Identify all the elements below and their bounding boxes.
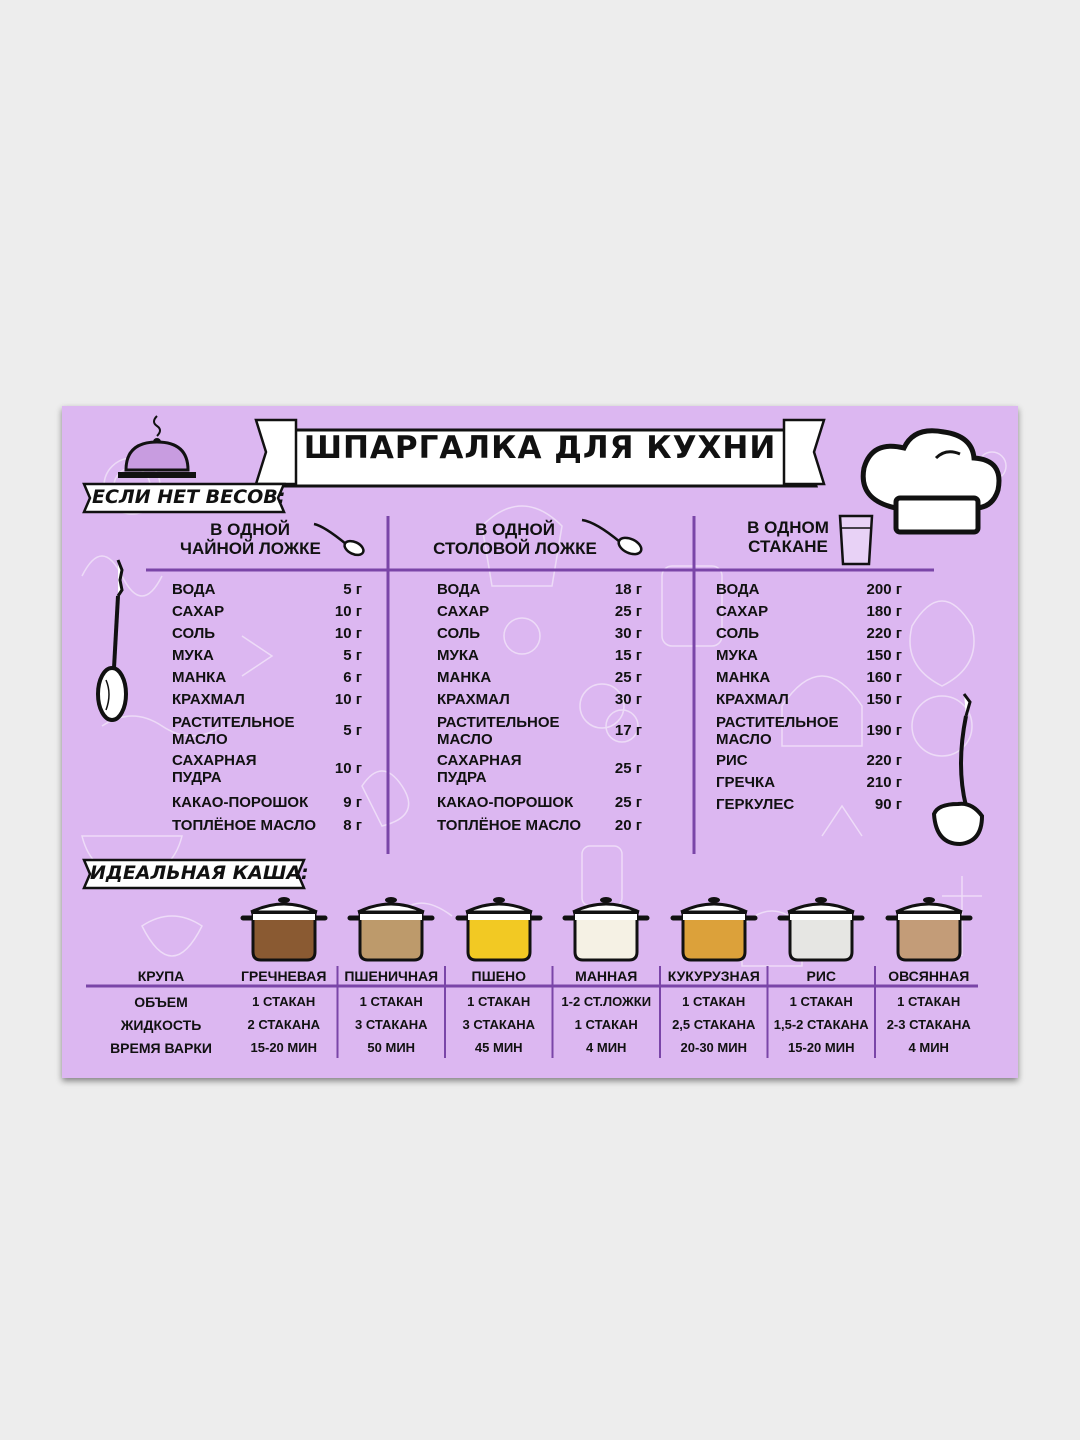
item-name-line: ПУДРА — [437, 769, 487, 786]
item-name-line: РАСТИТЕЛЬНОЕ — [716, 714, 839, 731]
porridge-heading: ИДЕАЛЬНАЯ КАША: — [90, 862, 309, 884]
porridge-time-cell: 50 МИН — [367, 1040, 416, 1055]
item-name-line: КРАХМАЛ — [172, 691, 245, 708]
item-name-line: ПУДРА — [172, 769, 222, 786]
porridge-liquid-cell: 2,5 СТАКАНА — [672, 1017, 756, 1032]
porridge-volume-cell: 1 СТАКАН — [682, 994, 746, 1009]
item-value: 18 г — [614, 581, 642, 598]
item-value: 20 г — [614, 817, 642, 834]
header-line: В ОДНОЙ — [475, 520, 555, 539]
item-value: 10 г — [334, 691, 362, 708]
item-value: 200 г — [866, 581, 902, 598]
pot-icon — [346, 894, 436, 964]
porridge-volume-cell: 1 СТАКАН — [252, 994, 316, 1009]
pot-icon — [239, 894, 329, 964]
porridge-name-cell: РИС — [806, 968, 836, 984]
header-line: В ОДНОЙ — [210, 520, 290, 539]
item-name-line: САХАР — [437, 603, 490, 620]
item-name-line: МАНКА — [172, 669, 227, 686]
header-line: СТАКАНЕ — [748, 537, 828, 556]
item-name-line: РАСТИТЕЛЬНОЕ — [172, 714, 295, 731]
item-value: 25 г — [614, 669, 642, 686]
item-value: 30 г — [614, 625, 642, 642]
header-line: СТОЛОВОЙ ЛОЖКЕ — [433, 539, 597, 558]
porridge-liquid-cell: 1,5-2 СТАКАНА — [773, 1017, 869, 1032]
item-value: 5 г — [343, 581, 362, 598]
porridge-liquid-cell: 3 СТАКАНА — [354, 1017, 428, 1032]
item-value: 10 г — [334, 603, 362, 620]
porridge-name-cell: ГРЕЧНЕВАЯ — [241, 968, 327, 984]
item-name-line: КРАХМАЛ — [716, 691, 789, 708]
porridge-name-cell: ОВСЯННАЯ — [888, 968, 970, 984]
porridge-time-cell: 15-20 МИН — [788, 1040, 855, 1055]
header-line: ЧАЙНОЙ ЛОЖКЕ — [180, 539, 321, 558]
porridge-volume-cell: 1 СТАКАН — [359, 994, 423, 1009]
item-name-line: СОЛЬ — [437, 625, 481, 642]
porridge-liquid-cell: 2 СТАКАНА — [247, 1017, 320, 1032]
porridge-time-cell: 20-30 МИН — [680, 1040, 747, 1055]
item-name-line: ВОДА — [716, 581, 760, 598]
item-name-line: МАНКА — [716, 669, 771, 686]
item-name-line: МУКА — [437, 647, 479, 664]
item-name-line: ВОДА — [437, 581, 481, 598]
porridge-liquid-cell: 2-3 СТАКАНА — [886, 1017, 971, 1032]
porridge-time-cell: 4 МИН — [908, 1040, 949, 1055]
porridge-volume-cell: 1 СТАКАН — [789, 994, 853, 1009]
pot-icon — [884, 894, 974, 964]
item-name-line: САХАР — [172, 603, 225, 620]
item-name-line: ВОДА — [172, 581, 216, 598]
porridge-liquid-cell: 1 СТАКАН — [574, 1017, 638, 1032]
item-value: 17 г — [614, 722, 642, 739]
porridge-name-cell: ПШЕНО — [471, 968, 526, 984]
pot-icon — [454, 894, 544, 964]
item-name-line: КАКАО-ПОРОШОК — [437, 794, 574, 811]
cheat-sheet-poster — [62, 406, 1018, 1078]
item-name-line: МАСЛО — [172, 731, 228, 748]
item-value: 90 г — [874, 796, 902, 813]
porridge-volume-cell: 1 СТАКАН — [897, 994, 961, 1009]
porridge-liquid-cell: 3 СТАКАНА — [462, 1017, 535, 1032]
item-value: 25 г — [614, 603, 642, 620]
porridge-name-cell: ПШЕНИЧНАЯ — [344, 968, 439, 984]
porridge-volume-cell: 1-2 СТ.ЛОЖКИ — [561, 994, 652, 1009]
item-value: 150 г — [866, 691, 902, 708]
item-name-line: СОЛЬ — [172, 625, 216, 642]
item-name-line: РИС — [716, 752, 748, 769]
no-scales-heading: ЕСЛИ НЕТ ВЕСОВ: — [92, 486, 286, 508]
porridge-name-cell: КУКУРУЗНАЯ — [667, 968, 760, 984]
item-value: 8 г — [343, 817, 362, 834]
item-name-line: МУКА — [716, 647, 758, 664]
item-value: 5 г — [343, 722, 362, 739]
porridge-time-cell: 15-20 МИН — [250, 1040, 317, 1055]
item-value: 220 г — [866, 752, 902, 769]
item-value: 10 г — [334, 760, 362, 777]
item-name-line: САХАРНАЯ — [172, 752, 257, 769]
porridge-time-cell: 45 МИН — [474, 1040, 523, 1055]
item-value: 9 г — [343, 794, 362, 811]
item-name-line: СОЛЬ — [716, 625, 760, 642]
porridge-volume-cell: 1 СТАКАН — [467, 994, 531, 1009]
item-value: 15 г — [614, 647, 642, 664]
porridge-name-cell: МАННАЯ — [575, 968, 638, 984]
item-name-line: САХАР — [716, 603, 769, 620]
item-name-line: МАСЛО — [716, 731, 772, 748]
porridge-row-label: ЖИДКОСТЬ — [120, 1017, 202, 1033]
item-name-line: ГЕРКУЛЕС — [716, 796, 795, 813]
item-value: 25 г — [614, 760, 642, 777]
header-line: В ОДНОМ — [747, 518, 829, 537]
item-name-line: КАКАО-ПОРОШОК — [172, 794, 309, 811]
porridge-row-label: ОБЪЕМ — [134, 994, 188, 1010]
item-value: 220 г — [866, 625, 902, 642]
item-name-line: МУКА — [172, 647, 214, 664]
item-value: 160 г — [866, 669, 902, 686]
item-value: 5 г — [343, 647, 362, 664]
item-name-line: МАНКА — [437, 669, 492, 686]
item-name-line: ТОПЛЁНОЕ МАСЛО — [437, 817, 582, 834]
item-name-line: МАСЛО — [437, 731, 493, 748]
item-value: 10 г — [334, 625, 362, 642]
pot-icon — [776, 894, 866, 964]
item-value: 150 г — [866, 647, 902, 664]
item-value: 30 г — [614, 691, 642, 708]
porridge-time-cell: 4 МИН — [586, 1040, 627, 1055]
pot-icon — [561, 894, 651, 964]
porridge-row-label: КРУПА — [137, 968, 185, 984]
item-value: 25 г — [614, 794, 642, 811]
item-name-line: САХАРНАЯ — [437, 752, 522, 769]
item-name-line: ТОПЛЁНОЕ МАСЛО — [172, 817, 317, 834]
item-value: 190 г — [866, 722, 902, 739]
item-value: 6 г — [343, 669, 362, 686]
item-value: 210 г — [866, 774, 902, 791]
item-name-line: ГРЕЧКА — [716, 774, 776, 791]
item-name-line: КРАХМАЛ — [437, 691, 510, 708]
item-name-line: РАСТИТЕЛЬНОЕ — [437, 714, 560, 731]
porridge-row-label: ВРЕМЯ ВАРКИ — [110, 1040, 212, 1056]
pot-icon — [669, 894, 759, 964]
page-title: ШПАРГАЛКА ДЛЯ КУХНИ — [303, 430, 777, 466]
item-value: 180 г — [866, 603, 902, 620]
